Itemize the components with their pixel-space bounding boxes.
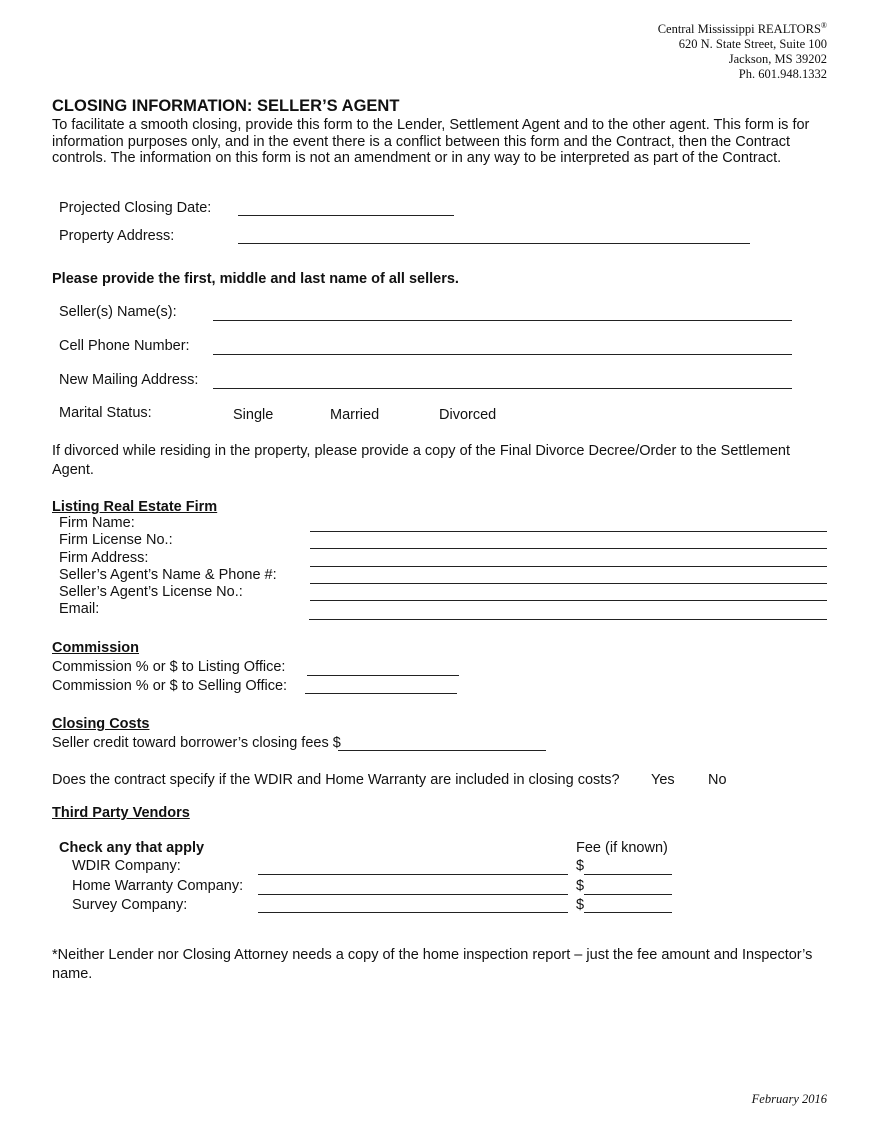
firm-license-field[interactable] xyxy=(310,548,827,549)
seller-names-label: Seller(s) Name(s): xyxy=(59,304,177,320)
wdir-question: Does the contract specify if the WDIR and Home Warranty are included in closing costs? xyxy=(52,772,620,788)
org-city: Jackson, MS 39202 xyxy=(728,52,827,67)
registered-mark: ® xyxy=(820,21,827,30)
commission-heading: Commission xyxy=(52,640,140,656)
intro-paragraph: To facilitate a smooth closing, provide this form to the Lender, Settlement Agent and to the other agent. This form is for information purposes only, and in the event there is a conflict between this form and the Contract, then the Contract controls. The information on this form is not an amendment or in any way to be interpreted as part of the Contract. xyxy=(52,117,810,166)
footer-date: February 2016 xyxy=(751,1092,827,1106)
survey-fee-field[interactable] xyxy=(584,912,672,913)
firm-name-label: Firm Name: xyxy=(59,515,135,531)
cell-phone-field[interactable] xyxy=(213,354,792,355)
wdir-yes-option[interactable]: Yes xyxy=(651,772,675,788)
agent-license-label: Seller’s Agent’s License No.: xyxy=(59,584,243,601)
mailing-address-label: New Mailing Address: xyxy=(59,372,199,388)
fee-label: Fee (if known) xyxy=(576,840,668,856)
divorce-note: If divorced while residing in the property, please provide a copy of the Final Divorce Decree/Order to the Settlement Agent. xyxy=(52,443,790,478)
survey-fee-currency: $ xyxy=(576,897,585,913)
marital-option-divorced[interactable]: Divorced xyxy=(439,407,497,423)
vendors-heading: Third Party Vendors xyxy=(52,805,190,821)
closing-date-label: Projected Closing Date: xyxy=(59,200,212,216)
seller-credit-label: Seller credit toward borrower’s closing fees $ xyxy=(52,735,341,751)
listing-firm-list xyxy=(59,515,277,619)
mailing-address-field[interactable] xyxy=(213,388,792,389)
home-warranty-fee-currency: $ xyxy=(576,878,585,894)
agent-name-phone-field[interactable] xyxy=(310,583,827,584)
letterhead xyxy=(658,18,827,82)
survey-company-label: Survey Company: xyxy=(72,897,188,913)
seller-names-field[interactable] xyxy=(213,320,792,321)
home-warranty-fee-field[interactable] xyxy=(584,894,672,895)
sellers-note: Please provide the first, middle and last name of all sellers. xyxy=(52,271,459,287)
wdir-fee-currency: $ xyxy=(576,858,585,874)
wdir-no-option[interactable]: No xyxy=(708,772,727,788)
wdir-company-label: WDIR Company: xyxy=(72,858,181,874)
email-field[interactable] xyxy=(309,619,827,620)
listing-firm-heading: Listing Real Estate Firm xyxy=(52,499,218,515)
email-label: Email: xyxy=(59,601,100,618)
commission-listing-label: Commission % or $ to Listing Office: xyxy=(52,659,286,675)
org-name: Central Mississippi REALTORS xyxy=(657,22,821,37)
marital-option-single[interactable]: Single xyxy=(233,407,274,423)
org-phone: Ph. 601.948.1332 xyxy=(738,67,827,82)
agent-license-field[interactable] xyxy=(310,600,827,601)
commission-listing-field[interactable] xyxy=(307,675,459,676)
closing-date-field[interactable] xyxy=(238,215,454,216)
commission-selling-label: Commission % or $ to Selling Office: xyxy=(52,678,288,694)
seller-credit-field[interactable] xyxy=(338,750,546,751)
closing-costs-heading: Closing Costs xyxy=(52,716,150,732)
wdir-fee-field[interactable] xyxy=(584,874,672,875)
agent-name-phone-label: Seller’s Agent’s Name & Phone #: xyxy=(59,566,277,583)
inspection-footnote: *Neither Lender nor Closing Attorney needs a copy of the home inspection report – just the fee amount and Inspector’s name. xyxy=(52,947,813,982)
cell-phone-label: Cell Phone Number: xyxy=(59,338,190,354)
check-any-label: Check any that apply xyxy=(59,840,205,856)
firm-name-field[interactable] xyxy=(310,531,827,532)
org-street: 620 N. State Street, Suite 100 xyxy=(678,37,827,52)
marital-status-label: Marital Status: xyxy=(59,405,152,421)
firm-license-label: Firm License No.: xyxy=(59,532,173,549)
wdir-company-field[interactable] xyxy=(258,874,568,875)
home-warranty-field[interactable] xyxy=(258,894,568,895)
property-address-label: Property Address: xyxy=(59,228,175,244)
commission-selling-field[interactable] xyxy=(305,693,457,694)
home-warranty-label: Home Warranty Company: xyxy=(72,878,244,894)
form-title: CLOSING INFORMATION: SELLER’S AGENT xyxy=(52,97,400,115)
firm-address-field[interactable] xyxy=(310,566,827,567)
firm-address-label: Firm Address: xyxy=(59,549,149,566)
marital-option-married[interactable]: Married xyxy=(330,407,380,423)
property-address-field[interactable] xyxy=(238,243,750,244)
survey-company-field[interactable] xyxy=(258,912,568,913)
